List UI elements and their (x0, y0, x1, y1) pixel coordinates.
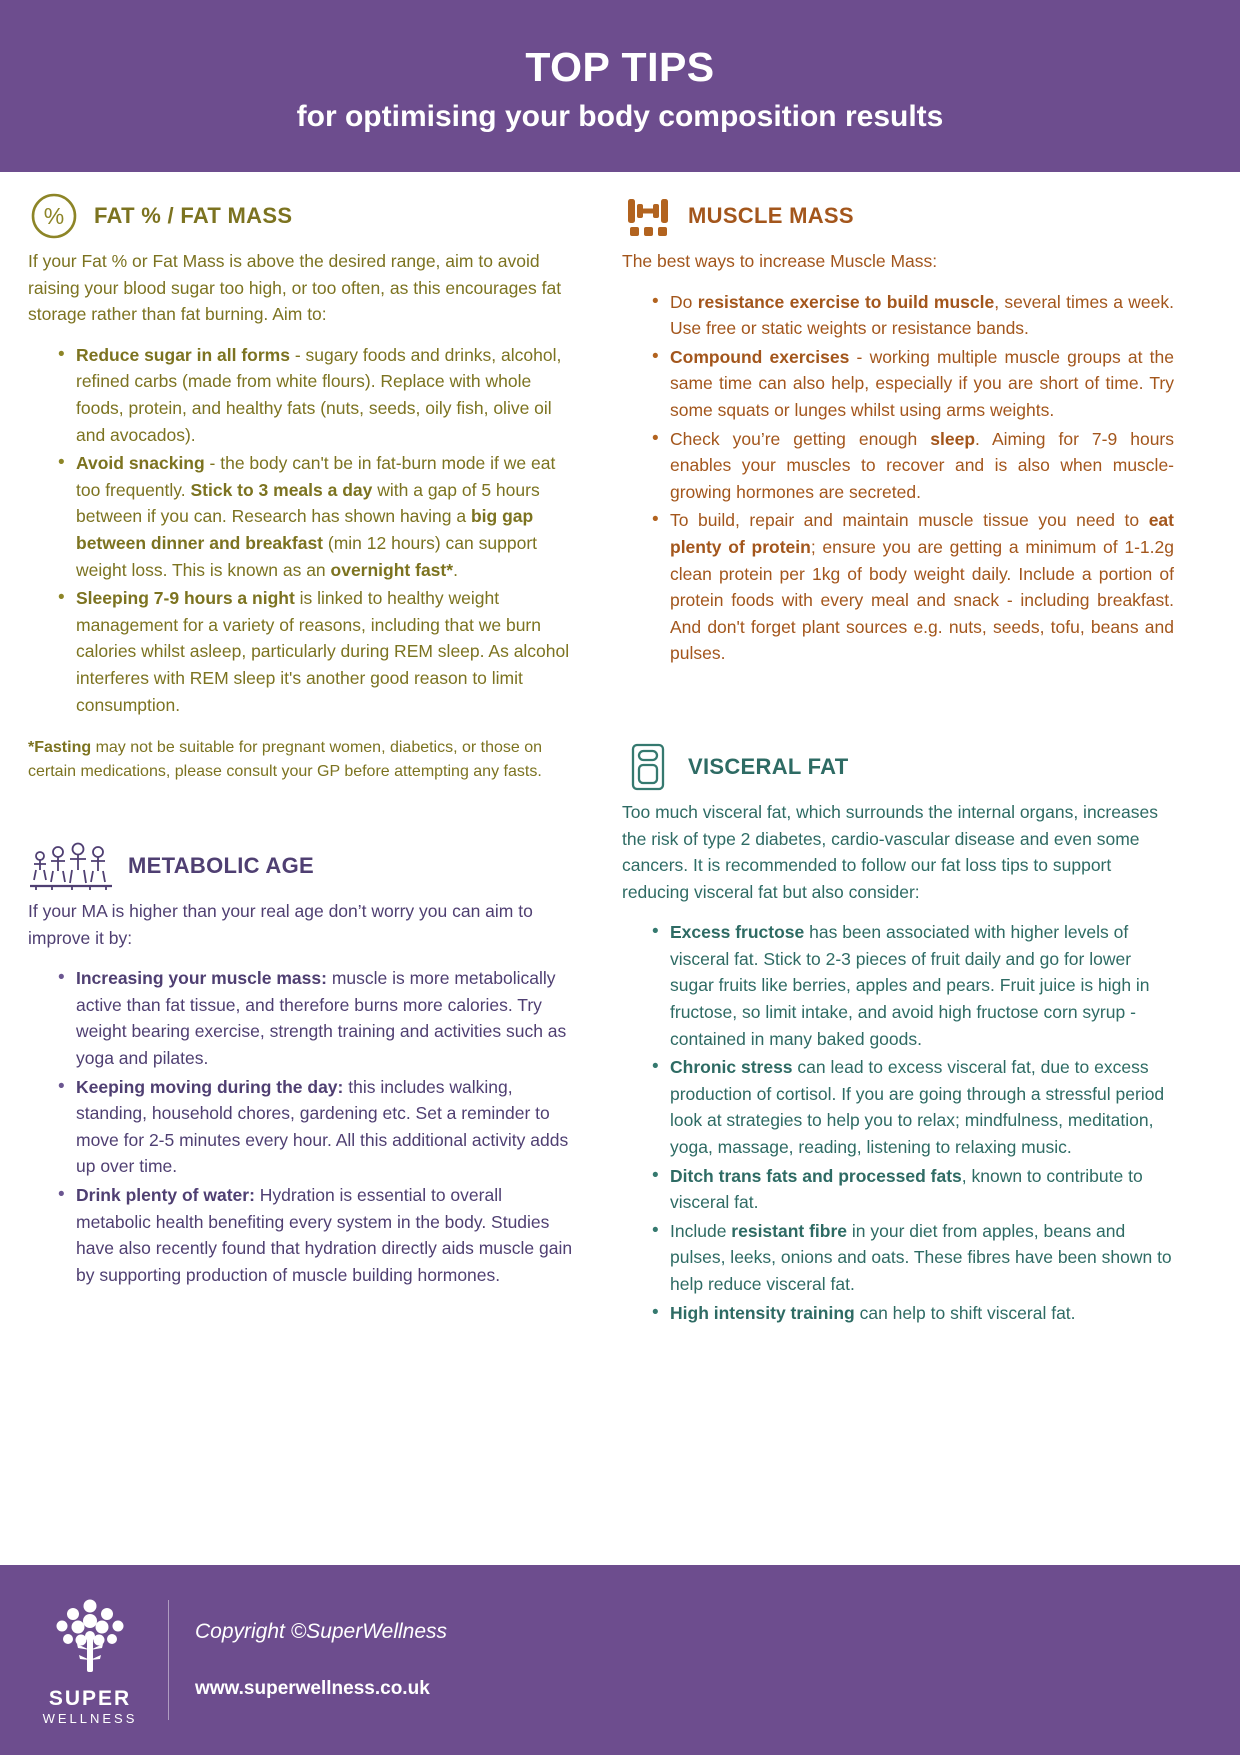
left-column (28, 190, 580, 1565)
content-area (0, 172, 1240, 1565)
page-header (0, 0, 1240, 172)
footer-divider (168, 1600, 169, 1720)
brand-name-secondary: WELLNESS (42, 1711, 138, 1726)
fat-mass-tips-list (28, 342, 580, 718)
tip-text: can lead to excess visceral fat, due to excess production of cortisol. If you are going through a stressful period look at strategies to help you to relax; mindfulness, meditation, yoga, massage, reading, listening to relaxing music. (670, 1057, 1165, 1158)
visceral-fat-intro: Too much visceral fat, which surrounds the internal organs, increases the risk of type 2 diabetes, cardio-vascular disease and even some cancers. It is recommended to follow our fat loss tips to support reducing visceral fat but also consider: (622, 801, 1158, 902)
tip-lead-2: Stick to 3 meals a day (190, 479, 373, 500)
section-heading-muscle-mass (622, 190, 1174, 242)
tip-lead-4: overnight fast* (330, 559, 454, 580)
tip-text: , known to contribute to visceral fat. (670, 1165, 1143, 1213)
tip-lead: Avoid snacking (76, 453, 205, 474)
muscle-mass-intro: The best ways to increase Muscle Mass: (622, 251, 938, 271)
percent-circle-icon (28, 190, 80, 242)
website-url[interactable]: www.superwellness.co.uk (195, 1678, 430, 1699)
tip-text: muscle is more metabolically active than fat tissue, and therefore burns more calories. Try weight bearing exercise, strength training and activities such as yoga and pilates. (76, 968, 567, 1069)
tip-text-3: (min 12 hours) can support weight loss. This is known as an (76, 532, 538, 580)
tip-text-4: . (453, 559, 458, 580)
section-heading-metabolic-age (28, 840, 580, 892)
list-item (656, 1218, 1174, 1298)
section-visceral-fat (622, 741, 1174, 1326)
tip-text: this includes walking, standing, household chores, gardening etc. Set a reminder to move for 2-5 minutes every hour. All this additional activity adds up over time. (76, 1076, 569, 1177)
section-metabolic-age (28, 840, 580, 1288)
page-footer (0, 1565, 1240, 1755)
tip-text: - sugary foods and drinks, alcohol, refined carbs (made from white flours). Replace with whole foods, protein, and healthy fats (nuts, seeds, oily fish, olive oil and avocados). (76, 344, 562, 445)
tip-text: has been associated with higher levels of visceral fat. Stick to 2-3 pieces of fruit daily and go for lower sugar fruits like berries, apples and pears. Fruit juice is high in fructose, so limit intake, and avoid high fructose corn syrup - contained in many baked goods. (670, 922, 1150, 1049)
list-item (656, 919, 1174, 1052)
list-item (62, 965, 580, 1071)
section-title-metabolic-age: METABOLIC AGE (128, 853, 315, 879)
fat-mass-intro: If your Fat % or Fat Mass is above the desired range, aim to avoid raising your blood sugar too high, or too often, as this encourages fat storage rather than fat burning. Aim to: (28, 251, 562, 325)
section-title-visceral-fat: VISCERAL FAT (688, 753, 849, 779)
footnote-lead: *Fasting (28, 739, 92, 757)
section-fat-mass (28, 190, 580, 784)
tip-text: Hydration is essential to overall metabolic health benefiting every system in the body. Studies have also recently found that hydration directly aids muscle gain by supporting production of muscle building hormones. (76, 1185, 573, 1285)
tip-lead: sleep (930, 428, 976, 449)
metabolic-age-tips-list (28, 965, 580, 1288)
list-item (62, 1074, 580, 1180)
list-item (656, 344, 1174, 424)
list-item (656, 426, 1174, 506)
tree-logo-icon (47, 1594, 133, 1683)
section-muscle-mass (622, 190, 1174, 667)
svg-text:%: % (43, 203, 65, 229)
visceral-fat-tips-list (622, 919, 1174, 1326)
tip-lead: resistance exercise to build muscle (697, 291, 995, 312)
footnote-text: may not be suitable for pregnant women, diabetics, or those on certain medications, please consult your GP before attempting any fasts. (28, 739, 543, 781)
tip-lead: Compound exercises (670, 346, 850, 367)
tip-pre: Do (670, 291, 698, 312)
section-heading-fat-mass (28, 190, 580, 242)
tip-lead: Ditch trans fats and processed fats (670, 1165, 962, 1186)
right-column (622, 190, 1174, 1565)
tip-lead: resistant fibre (731, 1220, 848, 1241)
tip-lead: Reduce sugar in all forms (76, 344, 290, 365)
section-title-muscle-mass: MUSCLE MASS (688, 203, 854, 228)
footer-text-block (195, 1620, 447, 1700)
tip-pre: To build, repair and maintain muscle tissue you need to (670, 510, 1149, 531)
page-title: TOP TIPS (525, 43, 715, 90)
tip-text: ; ensure you are getting a minimum of 1-1.2g clean protein per 1kg of body weight daily. Include a portion of protein foods with every meal and snack - including breakfast. And don't forget plant sources e.g. nuts, seeds, tofu, beans and pulses. (670, 536, 1174, 664)
tip-lead: Keeping moving during the day: (76, 1076, 344, 1097)
tip-text: in your diet from apples, beans and pulses, leeks, onions and oats. These fibres have been shown to help reduce visceral fat. (670, 1220, 1172, 1294)
tip-lead: eat plenty of protein (670, 510, 1174, 557)
list-item (656, 289, 1174, 342)
copyright-text: Copyright ©SuperWellness (195, 1620, 448, 1643)
tip-text: , several times a week. Use free or static weights or resistance bands. (670, 291, 1174, 339)
dumbbell-icon (622, 190, 674, 242)
section-heading-visceral-fat (622, 741, 1174, 793)
tip-lead: Drink plenty of water: (76, 1185, 255, 1206)
tip-text: can help to shift visceral fat. (854, 1302, 1076, 1323)
family-group-icon (28, 840, 114, 892)
fasting-footnote (28, 736, 580, 784)
tip-text: . Aiming for 7-9 hours enables your muscles to recover and is also when muscle-growing hormones are secreted. (670, 428, 1175, 502)
tip-text: is linked to healthy weight management for a variety of reasons, including that we burn calories whilst asleep, particularly during REM sleep. As alcohol interferes with REM sleep it's another good reason to limit consumption. (76, 588, 570, 715)
tip-lead: Chronic stress (670, 1057, 793, 1078)
list-item (656, 507, 1174, 667)
spacer (622, 669, 1174, 741)
tip-lead: Sleeping 7-9 hours a night (76, 588, 295, 609)
tip-lead-3: big gap between dinner and breakfast (76, 506, 534, 553)
tip-lead: High intensity training (670, 1302, 855, 1323)
tip-pre: Check you’re getting enough (670, 428, 931, 449)
page-subtitle: for optimising your body composition results (296, 100, 944, 134)
metabolic-age-intro: If your MA is higher than your real age don’t worry you can aim to improve it by: (28, 901, 533, 948)
muscle-mass-tips-list (622, 289, 1174, 667)
body-scale-icon (622, 741, 674, 793)
list-item (656, 1163, 1174, 1216)
tip-text: - the body can't be in fat-burn mode if we eat too frequently. (76, 453, 556, 500)
tip-text: - working multiple muscle groups at the same time can also help, especially if you are short of time. Try some squats or lunges whilst using arms weights. (670, 346, 1175, 420)
list-item (656, 1054, 1174, 1160)
brand-name-primary: SUPER (48, 1687, 132, 1710)
tip-text-2: with a gap of 5 hours between if you can. Research has shown having a (76, 479, 540, 527)
list-item (62, 342, 580, 448)
list-item (62, 450, 580, 583)
brand-logo (34, 1594, 146, 1726)
tip-lead: Increasing your muscle mass: (76, 968, 327, 989)
spacer (28, 800, 580, 840)
list-item (656, 1300, 1174, 1327)
tip-lead: Excess fructose (670, 922, 805, 943)
list-item (62, 1182, 580, 1288)
tip-pre: Include (670, 1220, 732, 1241)
list-item (62, 585, 580, 718)
section-title-fat-mass: FAT % / FAT MASS (94, 203, 293, 228)
